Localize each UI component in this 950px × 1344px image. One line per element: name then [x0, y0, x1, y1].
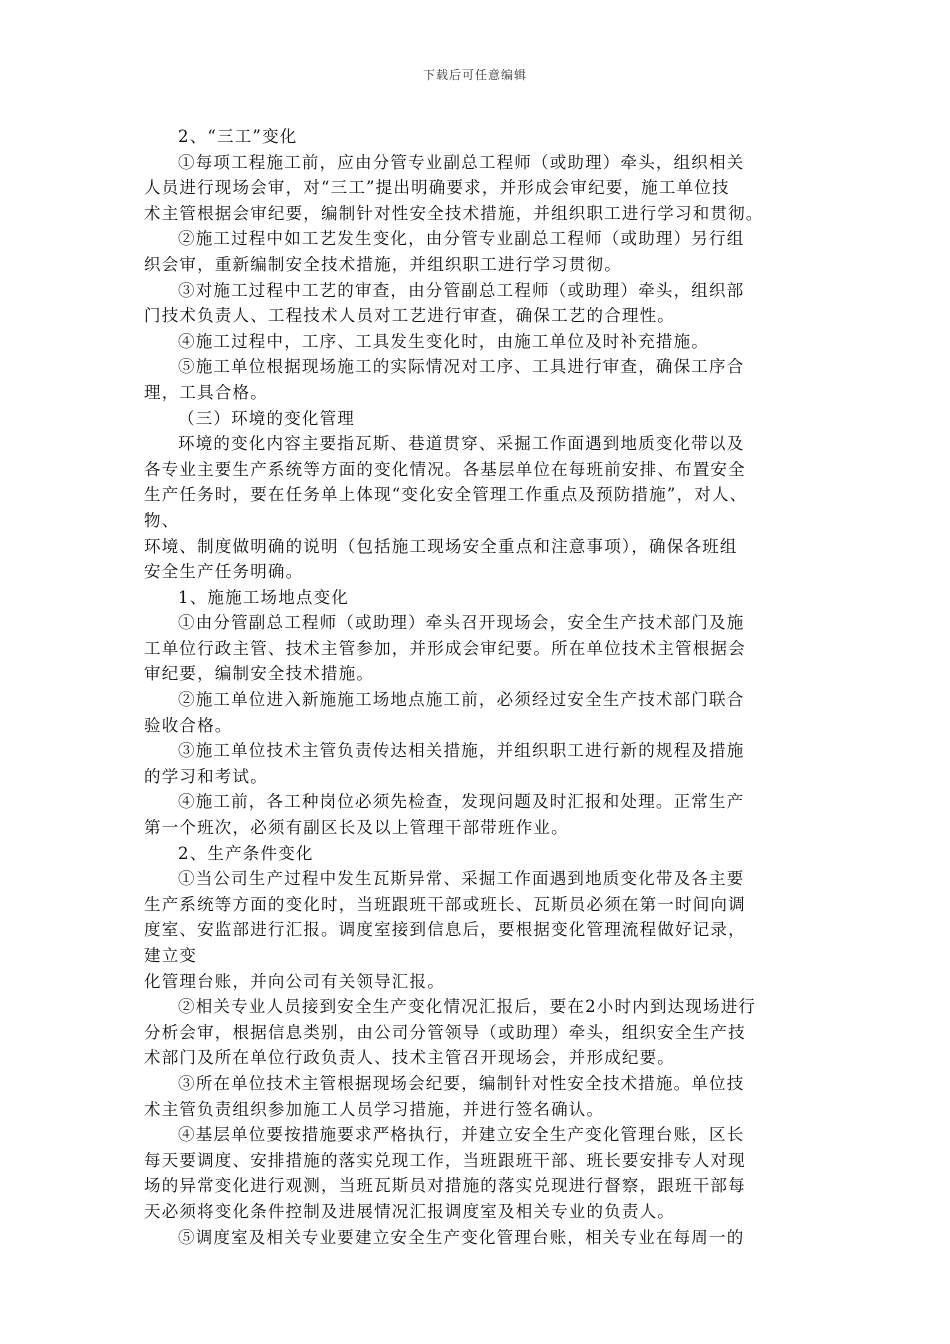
text-line: 各专业主要生产系统等方面的变化情况。各基层单位在每班前安排、布置安全 [144, 459, 746, 479]
text-line: ③对施工过程中工艺的审查，由分管副总工程师（或助理）牵头，组织部 [178, 280, 745, 300]
text-line: 分析会审，根据信息类别，由公司分管领导（或助理）牵头，组织安全生产技 [144, 1022, 746, 1042]
page-header: 下载后可任意编辑 [422, 68, 527, 82]
text-line: 物、 [144, 510, 180, 530]
text-line: 2、“三工”变化 [178, 127, 298, 146]
text-line: ④施工前，各工种岗位必须先检查，发现问题及时汇报和处理。正常生产 [178, 792, 745, 812]
text-line: 生产系统等方面的变化时，当班跟班干部或班长、瓦斯员必须在第一时间向调 [144, 894, 746, 914]
text-line: 理，工具合格。 [144, 382, 268, 402]
text-line: ②施工单位进入新施施工场地点施工前，必须经过安全生产技术部门联合 [178, 690, 745, 710]
text-line: ⑤调度室及相关专业要建立安全生产变化管理台账，相关专业在每周一的 [178, 1227, 745, 1247]
text-line: 验收合格。 [144, 715, 233, 735]
text-line: 术主管负责组织参加施工人员学习措施，并进行签名确认。 [144, 1099, 605, 1119]
text-line: 第一个班次，必须有副区长及以上管理干部带班作业。 [144, 818, 569, 838]
text-line: 术部门及所在单位行政负责人、技术主管召开现场会，并形成纪要。 [144, 1048, 675, 1068]
text-line: 环境、制度做明确的说明（包括施工现场安全重点和注意事项），确保各班组 [144, 536, 738, 556]
text-line: 建立变 [144, 946, 198, 965]
text-line: 化管理台账，并向公司有关领导汇报。 [144, 971, 445, 991]
text-line: 度室、安监部进行汇报。调度室接到信息后，要根据变化管理流程做好记录， [144, 920, 746, 940]
text-line: （三）环境的变化管理 [178, 408, 355, 428]
text-line: ③施工单位技术主管负责传达相关措施，并组织职工进行新的规程及措施 [178, 741, 745, 761]
text-line: ②施工过程中如工艺发生变化，由分管专业副总工程师（或助理）另行组 [178, 229, 745, 249]
text-line: ①当公司生产过程中发生瓦斯异常、采掘工作面遇到地质变化带及各主要 [178, 869, 745, 889]
text-line: 的学习和考试。 [144, 766, 268, 786]
text-line: 场的异常变化进行观测，当班瓦斯员对措施的落实兑现进行督察，跟班干部每 [144, 1176, 746, 1196]
text-line: ①每项工程施工前，应由分管专业副总工程师（或助理）牵头，组织相关 [178, 152, 745, 172]
text-line: 人员进行现场会审，对“三工”提出明确要求，并形成会审纪要，施工单位技 [144, 178, 730, 198]
text-line: ④施工过程中，工序、工具发生变化时，由施工单位及时补充措施。 [178, 331, 709, 351]
document-body [144, 124, 804, 1250]
text-line: ⑤施工单位根据现场施工的实际情况对工序、工具进行审查，确保工序合 [178, 357, 745, 377]
text-line: ④基层单位要按措施要求严格执行，并建立安全生产变化管理台账，区长 [178, 1125, 745, 1145]
text-line: 环境的变化内容主要指瓦斯、巷道贯穿、采掘工作面遇到地质变化带以及 [178, 434, 745, 454]
text-line: 每天要调度、安排措施的落实兑现工作，当班跟班干部、班长要安排专人对现 [144, 1150, 746, 1170]
text-line: 安全生产任务明确。 [144, 562, 304, 582]
text-line: 2、生产条件变化 [178, 843, 314, 863]
text-line: 审纪要，编制安全技术措施。 [144, 664, 375, 684]
text-line: ②相关专业人员接到安全生产变化情况汇报后，要在2小时内到达现场进行 [178, 997, 757, 1017]
text-line: 1、施施工场地点变化 [178, 587, 349, 607]
text-line: 门技术负责人、工程技术人员对工艺进行审查，确保工艺的合理性。 [144, 306, 675, 326]
text-line: ③所在单位技术主管根据现场会纪要，编制针对性安全技术措施。单位技 [178, 1073, 745, 1093]
text-line: 术主管根据会审纪要，编制针对性安全技术措施，并组织职工进行学习和贯彻。 [144, 203, 764, 223]
text-line: 织会审，重新编制安全技术措施，并组织职工进行学习贯彻。 [144, 254, 622, 274]
text-line: ①由分管副总工程师（或助理）牵头召开现场会，安全生产技术部门及施 [178, 613, 745, 633]
text-line: 天必须将变化条件控制及进展情况汇报调度室及相关专业的负责人。 [144, 1201, 675, 1221]
text-line: 工单位行政主管、技术主管参加，并形成会审纪要。所在单位技术主管根据会 [144, 638, 746, 658]
text-line: 生产任务时，要在任务单上体现“变化安全管理工作重点及预防措施”，对人、 [144, 485, 748, 505]
